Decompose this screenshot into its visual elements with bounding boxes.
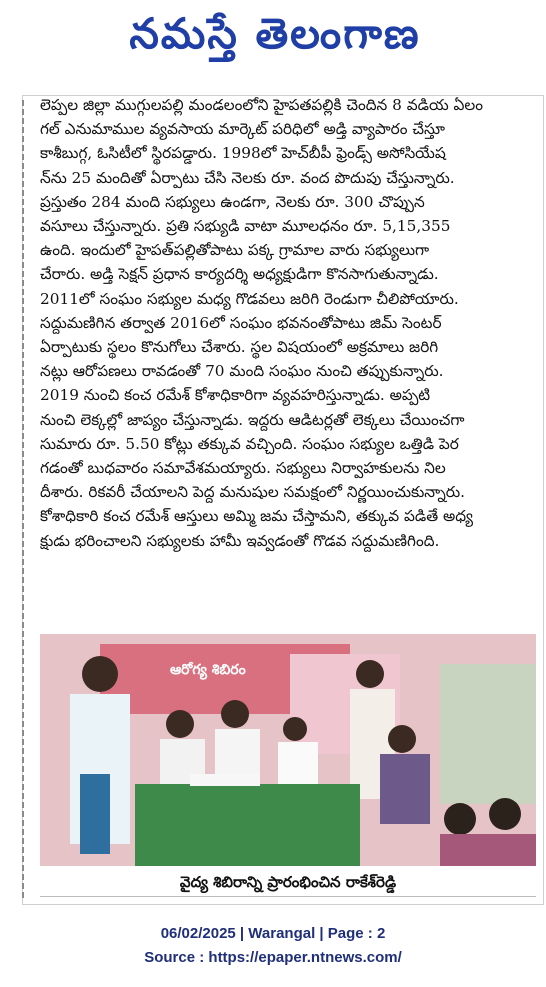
column-rule [22, 100, 24, 900]
source-link[interactable]: Source : https://epaper.ntnews.com/ [144, 949, 402, 966]
article-line: లెప్పల జిల్లా ముగ్గులపల్లి మండలంలోని హైపతపల్లికి చెందిన 8 వడియ ఏలం [40, 96, 483, 114]
article-line: క్షుడు భరించాలని సభ్యులకు హామీ ఇవ్వడంతో గొడవ సద్దుమణిగింది. [40, 531, 440, 550]
caption-divider [40, 896, 536, 897]
article-line: కాశీబుగ్గ, ఓసిటీలో స్థిరపడ్డారు. 1998లో హెచ్‌బీపీ ఫ్రెండ్స్ అసోసియేష [40, 144, 446, 163]
article-line: న్‌ను 25 మందితో ఏర్పాటు చేసి నెలకు రూ. వంద పొదుపు చేస్తున్నారు. [40, 168, 455, 187]
article-body [40, 93, 540, 613]
news-photo [40, 634, 536, 866]
article-line: నుంచి లెక్కల్లో జాప్యం చేస్తున్నాడు. ఇద్దరు ఆడిటర్లతో లెక్కలు చేయించగా [40, 410, 465, 429]
article-line: సుమారు రూ. 5.50 కోట్లు తక్కువ వచ్చింది. సంఘం సభ్యుల ఒత్తిడి పెర [40, 434, 459, 453]
article-line: నట్లు ఆరోపణలు రావడంతో 70 మంది సంఘం నుంచి తప్పుకున్నారు. [40, 362, 444, 381]
photo-caption: వైద్య శిబిరాన్ని ప్రారంభించిన రాకేశ్‌రెడ్డి [179, 873, 397, 891]
edition-info: 06/02/2025 | Warangal | Page : 2 [160, 925, 386, 942]
article-line: ప్రస్తుతం 284 మంది సభ్యులు ఉండగా, నెలకు రూ. 300 చొప్పున [40, 192, 425, 211]
article-line: 2011లో సంఘం సభ్యుల మధ్య గొడవలు జరిగి రెండుగా చీలిపోయారు. [40, 289, 459, 308]
article-line: గల్ ఎనుమాముల వ్యవసాయ మార్కెట్ పరిధిలో అడ్తి వ్యాపారం చేస్తూ [40, 120, 445, 139]
article-line: సద్దుమణిగిన తర్వాత 2016లో సంఘం భవనంతోపాటు జిమ్ సెంటర్ [40, 313, 442, 332]
article-line: కోశాధికారి కంచ రమేశ్ ఆస్తులు అమ్మి జమ చేస్తామని, తక్కువ పడితే అధ్య [40, 507, 473, 526]
photo-illustration [40, 634, 536, 866]
source-footer [0, 922, 546, 970]
article-line: వసూలు చేస్తున్నారు. ప్రతి సభ్యుడి వాటా మూలధనం రూ. 5,15,355 [40, 217, 451, 236]
photo-tablecloth [135, 784, 360, 866]
article-line: ఏర్పాటుకు స్థలం కొనుగోలు చేశారు. స్థల విషయంలో అక్రమాలు జరిగి [40, 338, 439, 357]
masthead-title: నమస్తే తెలంగాణ [129, 9, 421, 58]
article-line: గడంతో బుధవారం సమావేశమయ్యారు. సభ్యులు నిర్వాహకులను నిల [40, 459, 446, 478]
article-line: చేరారు. అడ్తి సెక్షన్ ప్రధాన కార్యదర్శి అధ్యక్షుడిగా కొనసాగుతున్నాడు. [40, 265, 439, 284]
article-line: ఉంది. ఇందులో హైపత్‌పల్లితోపాటు పక్క గ్రామాల వారు సభ్యులుగా [40, 241, 430, 260]
article-line: దీశారు. రికవరీ చేయాలని పెద్ద మనుషుల సమక్షంలో నిర్ణయించుకున్నారు. [40, 483, 465, 502]
article-line: 2019 నుంచి కంచ రమేశ్ కోశాధికారిగా వ్యవహరిస్తున్నాడు. అప్పటి [40, 386, 431, 405]
photo-banner-text: ఆరోగ్య శిబిరం [170, 662, 246, 678]
